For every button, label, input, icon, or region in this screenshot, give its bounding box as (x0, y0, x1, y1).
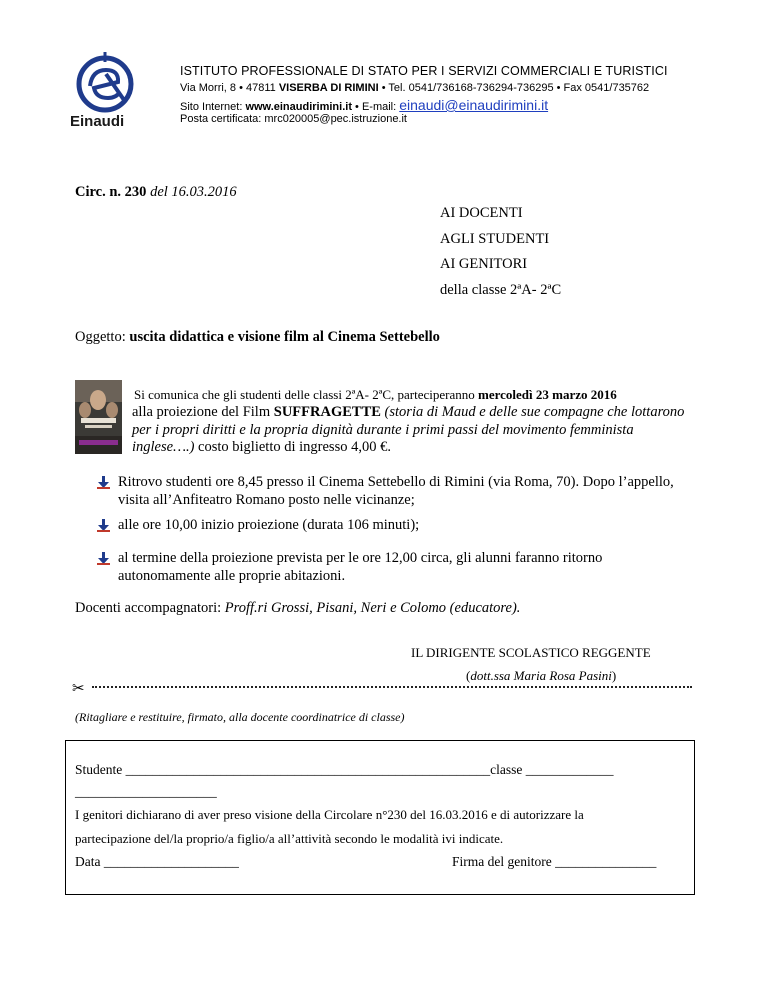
address-suffix: • Tel. 0541/736168-736294-736295 • Fax 0541/735762 (378, 82, 650, 94)
date-field[interactable]: Data ____________________ (75, 854, 239, 869)
cut-instructions: (Ritagliare e restituire, firmato, alla docente coordinatrice di classe) (75, 710, 405, 724)
declaration-line-2: partecipazione del/la proprio/a figlio/a all’attività secondo le modalità ivi indicate. (75, 831, 504, 846)
subject-label: Oggetto: (75, 329, 130, 345)
recipient-line: della classe 2ªA- 2ªC (440, 281, 562, 298)
intro-text: Si comunica che gli studenti delle classi 2ªA- 2ªC, parteciperanno (134, 387, 478, 402)
list-item-text: Ritrovo studenti ore 8,45 presso il Cinema Settebello di Rimini (via Roma, 70). Dopo l’appello, visita all’Anfiteatro Romano posto nelle vicinanze; (118, 474, 674, 508)
film-description: (storia di Maud e delle sue compagne che lottarono per i propri diritti e la propria dignità durante i primi passi del movimento femminista inglese….) (132, 404, 685, 455)
address-city: VISERBA DI RIMINI (278, 82, 379, 94)
cut-line-divider (92, 686, 692, 688)
intro-line (134, 387, 617, 403)
circular-date: del 16.03.2016 (146, 184, 237, 200)
principal-title: IL DIRIGENTE SCOLASTICO REGGENTE (411, 645, 651, 660)
intro-paragraph (132, 404, 692, 457)
recipients-block (440, 201, 561, 303)
trip-date: mercoledì 23 marzo 2016 (478, 387, 617, 402)
contact-line (180, 97, 548, 113)
down-arrow-bullet-icon (97, 552, 110, 565)
intro-continued: alla proiezione del Film (132, 404, 274, 420)
address-line (180, 82, 649, 94)
paren-open: ( (466, 668, 471, 683)
scissors-icon: ✂ (72, 679, 85, 697)
principal-name (466, 668, 616, 684)
ticket-cost: costo biglietto di ingresso 4,00 €. (194, 439, 391, 455)
paren-close: ) (611, 668, 617, 683)
recipient-line: AI DOCENTI (440, 205, 523, 221)
parent-signature-field[interactable]: Firma del genitore _______________ (452, 854, 657, 869)
pec-line: Posta certificata: mrc020005@pec.istruzione.it (180, 113, 407, 125)
subject-line (75, 329, 440, 346)
escort-teachers (75, 600, 520, 617)
subject-text: uscita didattica e visione film al Cinema Settebello (129, 329, 440, 345)
list-item-text: alle ore 10,00 inizio proiezione (durata 106 minuti); (118, 517, 420, 533)
student-class-field[interactable]: Studente ______________________________________________________classe _____________ (75, 762, 614, 777)
address-prefix: Via Morri, 8 • 47811 (180, 82, 279, 94)
circular-label: Circ. n. 230 (75, 184, 147, 200)
list-item-text: al termine della proiezione prevista per le ore 12,00 circa, gli alunni faranno ritorno autonomamente alle proprie abitazioni. (118, 550, 603, 584)
email-prefix: • E-mail: (351, 101, 400, 113)
declaration-line-1: I genitori dichiarano di aver preso visione della Circolare n°230 del 16.03.2016 e di autorizzare la (75, 807, 584, 822)
film-poster-image (75, 380, 122, 454)
down-arrow-bullet-icon (97, 476, 110, 489)
logo-wordmark: Einaudi (70, 113, 125, 130)
email-link[interactable]: einaudi@einaudirimini.it (399, 97, 549, 113)
recipient-line: AGLI STUDENTI (440, 230, 550, 247)
film-title: SUFFRAGETTE (273, 404, 381, 420)
website-prefix: Sito Internet: (180, 101, 246, 113)
circular-number (75, 184, 237, 201)
principal-name-text: dott.ssa Maria Rosa Pasini (470, 668, 612, 683)
student-field-continuation[interactable]: _____________________ (75, 784, 217, 799)
recipient-line: AI GENITORI (440, 256, 528, 272)
down-arrow-bullet-icon (97, 519, 110, 532)
website-link[interactable]: www.einaudirimini.it (245, 101, 352, 113)
escorts-names: Proff.ri Grossi, Pisani, Neri e Colomo (educatore). (224, 600, 521, 616)
school-name: ISTITUTO PROFESSIONALE DI STATO PER I SERVIZI COMMERCIALI E TURISTICI (180, 64, 668, 78)
escorts-label: Docenti accompagnatori: (75, 600, 225, 616)
